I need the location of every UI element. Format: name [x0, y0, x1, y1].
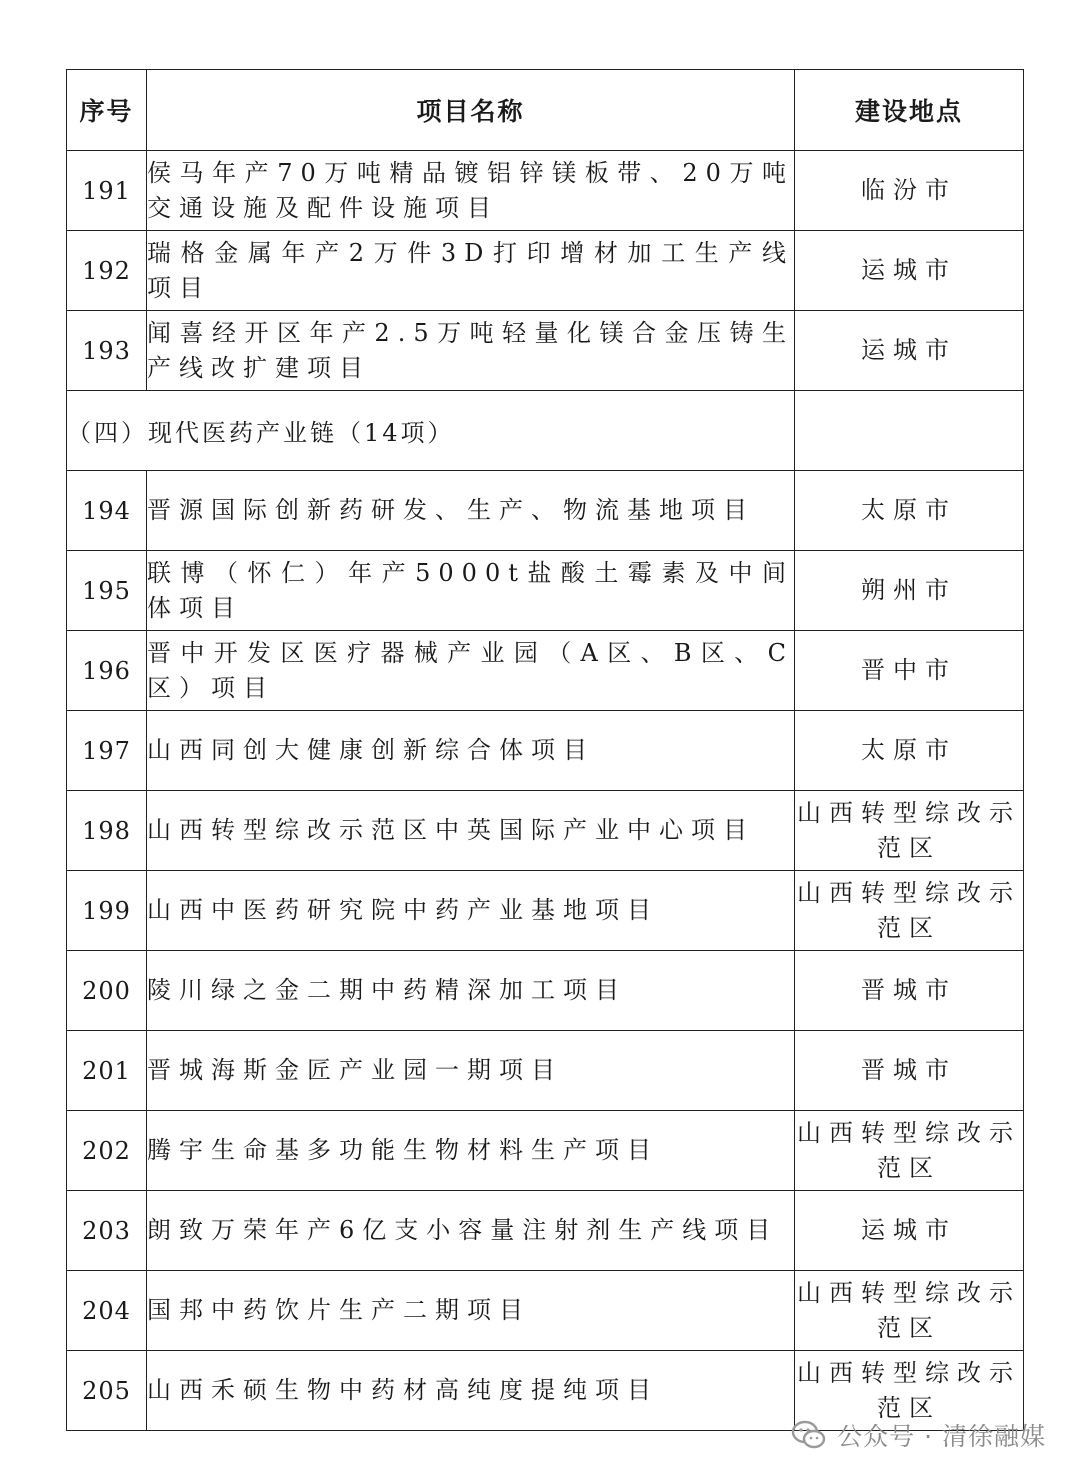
row-location: 山西转型综改示范区	[795, 1351, 1024, 1431]
row-number: 205	[67, 1351, 147, 1431]
row-project-name: 山西转型综改示范区中英国际产业中心项目	[147, 791, 795, 871]
row-project-name: 山西禾硕生物中药材高纯度提纯项目	[147, 1351, 795, 1431]
row-number: 195	[67, 551, 147, 631]
table-body	[67, 151, 1024, 1431]
row-location: 晋城市	[795, 951, 1024, 1031]
row-number: 197	[67, 711, 147, 791]
row-project-name: 国邦中药饮片生产二期项目	[147, 1271, 795, 1351]
row-project-name: 朗致万荣年产6亿支小容量注射剂生产线项目	[147, 1191, 795, 1271]
table-header-row	[67, 70, 1024, 151]
row-project-name: 腾宇生命基多功能生物材料生产项目	[147, 1111, 795, 1191]
header-serial-number: 序号	[67, 70, 147, 151]
header-project-name: 项目名称	[147, 70, 795, 151]
table-row	[67, 711, 1024, 791]
row-project-name: 晋城海斯金匠产业园一期项目	[147, 1031, 795, 1111]
table-row	[67, 791, 1024, 871]
row-location: 太原市	[795, 711, 1024, 791]
row-location: 临汾市	[795, 151, 1024, 231]
row-location: 太原市	[795, 471, 1024, 551]
table-row	[67, 1191, 1024, 1271]
row-project-name: 陵川绿之金二期中药精深加工项目	[147, 951, 795, 1031]
row-number: 194	[67, 471, 147, 551]
row-location: 山西转型综改示范区	[795, 1111, 1024, 1191]
row-number: 204	[67, 1271, 147, 1351]
row-project-name: 晋源国际创新药研发、生产、物流基地项目	[147, 471, 795, 551]
row-project-name: 山西同创大健康创新综合体项目	[147, 711, 795, 791]
row-project-name: 晋中开发区医疗器械产业园（A区、B区、C区）项目	[147, 631, 795, 711]
row-location: 运城市	[795, 311, 1024, 391]
row-number: 201	[67, 1031, 147, 1111]
section-title: （四）现代医药产业链（14项）	[67, 391, 795, 471]
row-number: 200	[67, 951, 147, 1031]
row-project-name: 瑞格金属年产2万件3D打印增材加工生产线项目	[147, 231, 795, 311]
table-row	[67, 151, 1024, 231]
row-number: 196	[67, 631, 147, 711]
row-location: 山西转型综改示范区	[795, 1271, 1024, 1351]
table-row	[67, 1111, 1024, 1191]
row-location: 晋中市	[795, 631, 1024, 711]
row-project-name: 闻喜经开区年产2.5万吨轻量化镁合金压铸生产线改扩建项目	[147, 311, 795, 391]
table-row	[67, 471, 1024, 551]
watermark	[791, 1417, 1046, 1453]
wechat-icon	[791, 1420, 827, 1450]
row-project-name: 侯马年产70万吨精品镀铝锌镁板带、20万吨交通设施及配件设施项目	[147, 151, 795, 231]
row-number: 202	[67, 1111, 147, 1191]
table-row	[67, 1031, 1024, 1111]
row-number: 193	[67, 311, 147, 391]
row-number: 199	[67, 871, 147, 951]
section-blank-cell	[795, 391, 1024, 471]
table-row	[67, 951, 1024, 1031]
project-table	[66, 69, 1024, 1431]
table-row	[67, 551, 1024, 631]
row-number: 198	[67, 791, 147, 871]
table-row	[67, 631, 1024, 711]
row-location: 朔州市	[795, 551, 1024, 631]
table-row	[67, 231, 1024, 311]
row-project-name: 联博（怀仁）年产5000t盐酸土霉素及中间体项目	[147, 551, 795, 631]
section-row	[67, 391, 1024, 471]
header-location: 建设地点	[795, 70, 1024, 151]
row-location: 晋城市	[795, 1031, 1024, 1111]
row-number: 192	[67, 231, 147, 311]
row-location: 运城市	[795, 1191, 1024, 1271]
row-number: 203	[67, 1191, 147, 1271]
row-location: 运城市	[795, 231, 1024, 311]
watermark-text: 公众号 · 清徐融媒	[837, 1422, 1046, 1451]
table-row	[67, 871, 1024, 951]
row-location: 山西转型综改示范区	[795, 871, 1024, 951]
row-project-name: 山西中医药研究院中药产业基地项目	[147, 871, 795, 951]
table-row	[67, 311, 1024, 391]
table-row	[67, 1271, 1024, 1351]
row-number: 191	[67, 151, 147, 231]
row-location: 山西转型综改示范区	[795, 791, 1024, 871]
